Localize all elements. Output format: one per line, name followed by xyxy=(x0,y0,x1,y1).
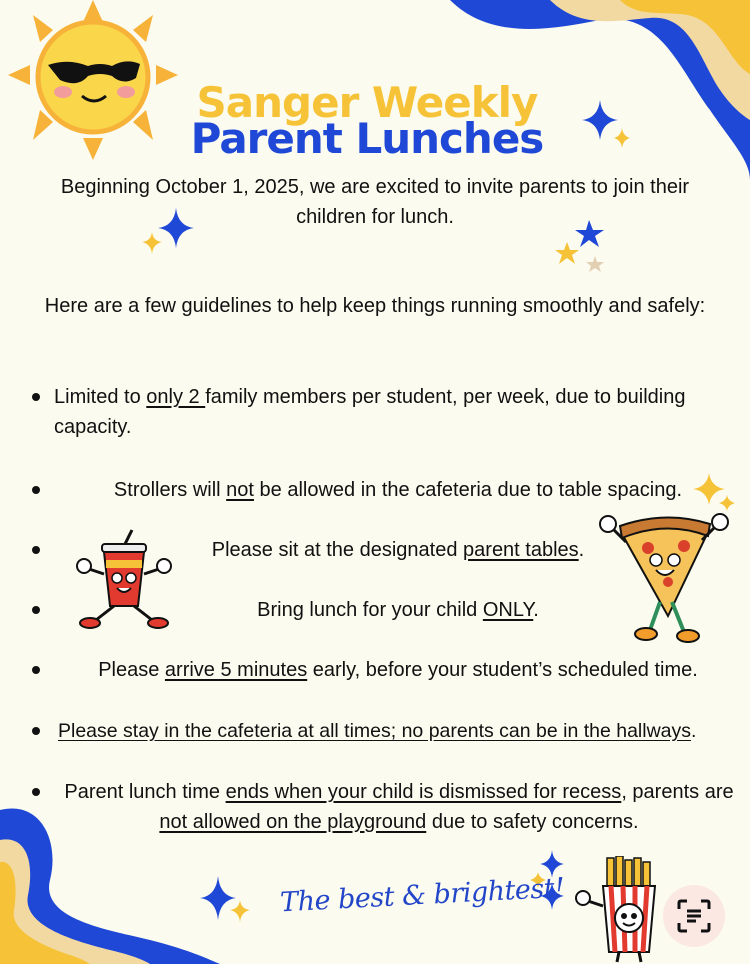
item-text: Parent lunch time xyxy=(64,781,226,803)
bullet xyxy=(32,546,40,554)
bullet xyxy=(32,486,40,494)
bullet xyxy=(32,727,40,735)
list-item xyxy=(60,535,736,565)
item-emphasis: only 2 xyxy=(146,386,206,408)
item-emphasis: Please stay in the cafeteria at all times; no parents can be in the hallways xyxy=(58,720,692,742)
bullet xyxy=(32,606,40,614)
item-text: , parents are xyxy=(621,781,734,803)
item-text: early, before your student’s scheduled time. xyxy=(307,659,698,681)
list-item xyxy=(58,716,744,746)
item-emphasis: ONLY xyxy=(482,599,534,621)
list-item xyxy=(56,777,742,837)
title-line-2: Parent Lunches xyxy=(190,114,544,163)
bullet xyxy=(32,666,40,674)
list-item xyxy=(54,382,734,442)
list-item xyxy=(60,475,736,505)
pizza-icon xyxy=(598,512,734,648)
scan-text-button[interactable] xyxy=(663,885,725,947)
item-text: Please xyxy=(98,659,165,681)
item-text: be allowed in the cafeteria due to table spacing. xyxy=(253,479,683,501)
item-text: due to safety concerns. xyxy=(426,811,639,833)
fries-icon xyxy=(575,856,675,964)
item-text: . xyxy=(533,599,539,621)
intro-text: Beginning October 1, 2025, we are excited to invite parents to join their children for lunch. xyxy=(60,176,690,228)
item-emphasis: not allowed on the playground xyxy=(159,811,427,833)
item-text: . xyxy=(691,720,697,742)
sparkle-icon xyxy=(200,876,254,934)
item-text: family members per student, per week, due to building capacity. xyxy=(54,386,686,438)
item-text: . xyxy=(578,539,585,561)
list-item xyxy=(60,595,736,625)
bullet xyxy=(32,393,40,401)
item-text: Please sit at the designated xyxy=(211,539,464,561)
item-emphasis: not xyxy=(226,479,254,501)
guidelines-heading: Here are a few guidelines to help keep things running smoothly and safely: xyxy=(44,295,706,317)
item-emphasis: ends when your child is dismissed for recess xyxy=(225,781,622,803)
scan-text-icon xyxy=(677,899,711,933)
signature-text: The best & brightest! xyxy=(279,872,566,919)
item-text: Bring lunch for your child xyxy=(257,599,483,621)
item-emphasis: parent tables xyxy=(463,539,579,561)
bullet xyxy=(32,788,40,796)
item-text: Strollers will xyxy=(113,479,227,501)
list-item xyxy=(60,655,736,685)
title-line-1: Sanger Weekly xyxy=(196,78,538,127)
item-text: Limited to xyxy=(54,386,147,408)
item-emphasis: arrive 5 minutes xyxy=(164,659,308,681)
